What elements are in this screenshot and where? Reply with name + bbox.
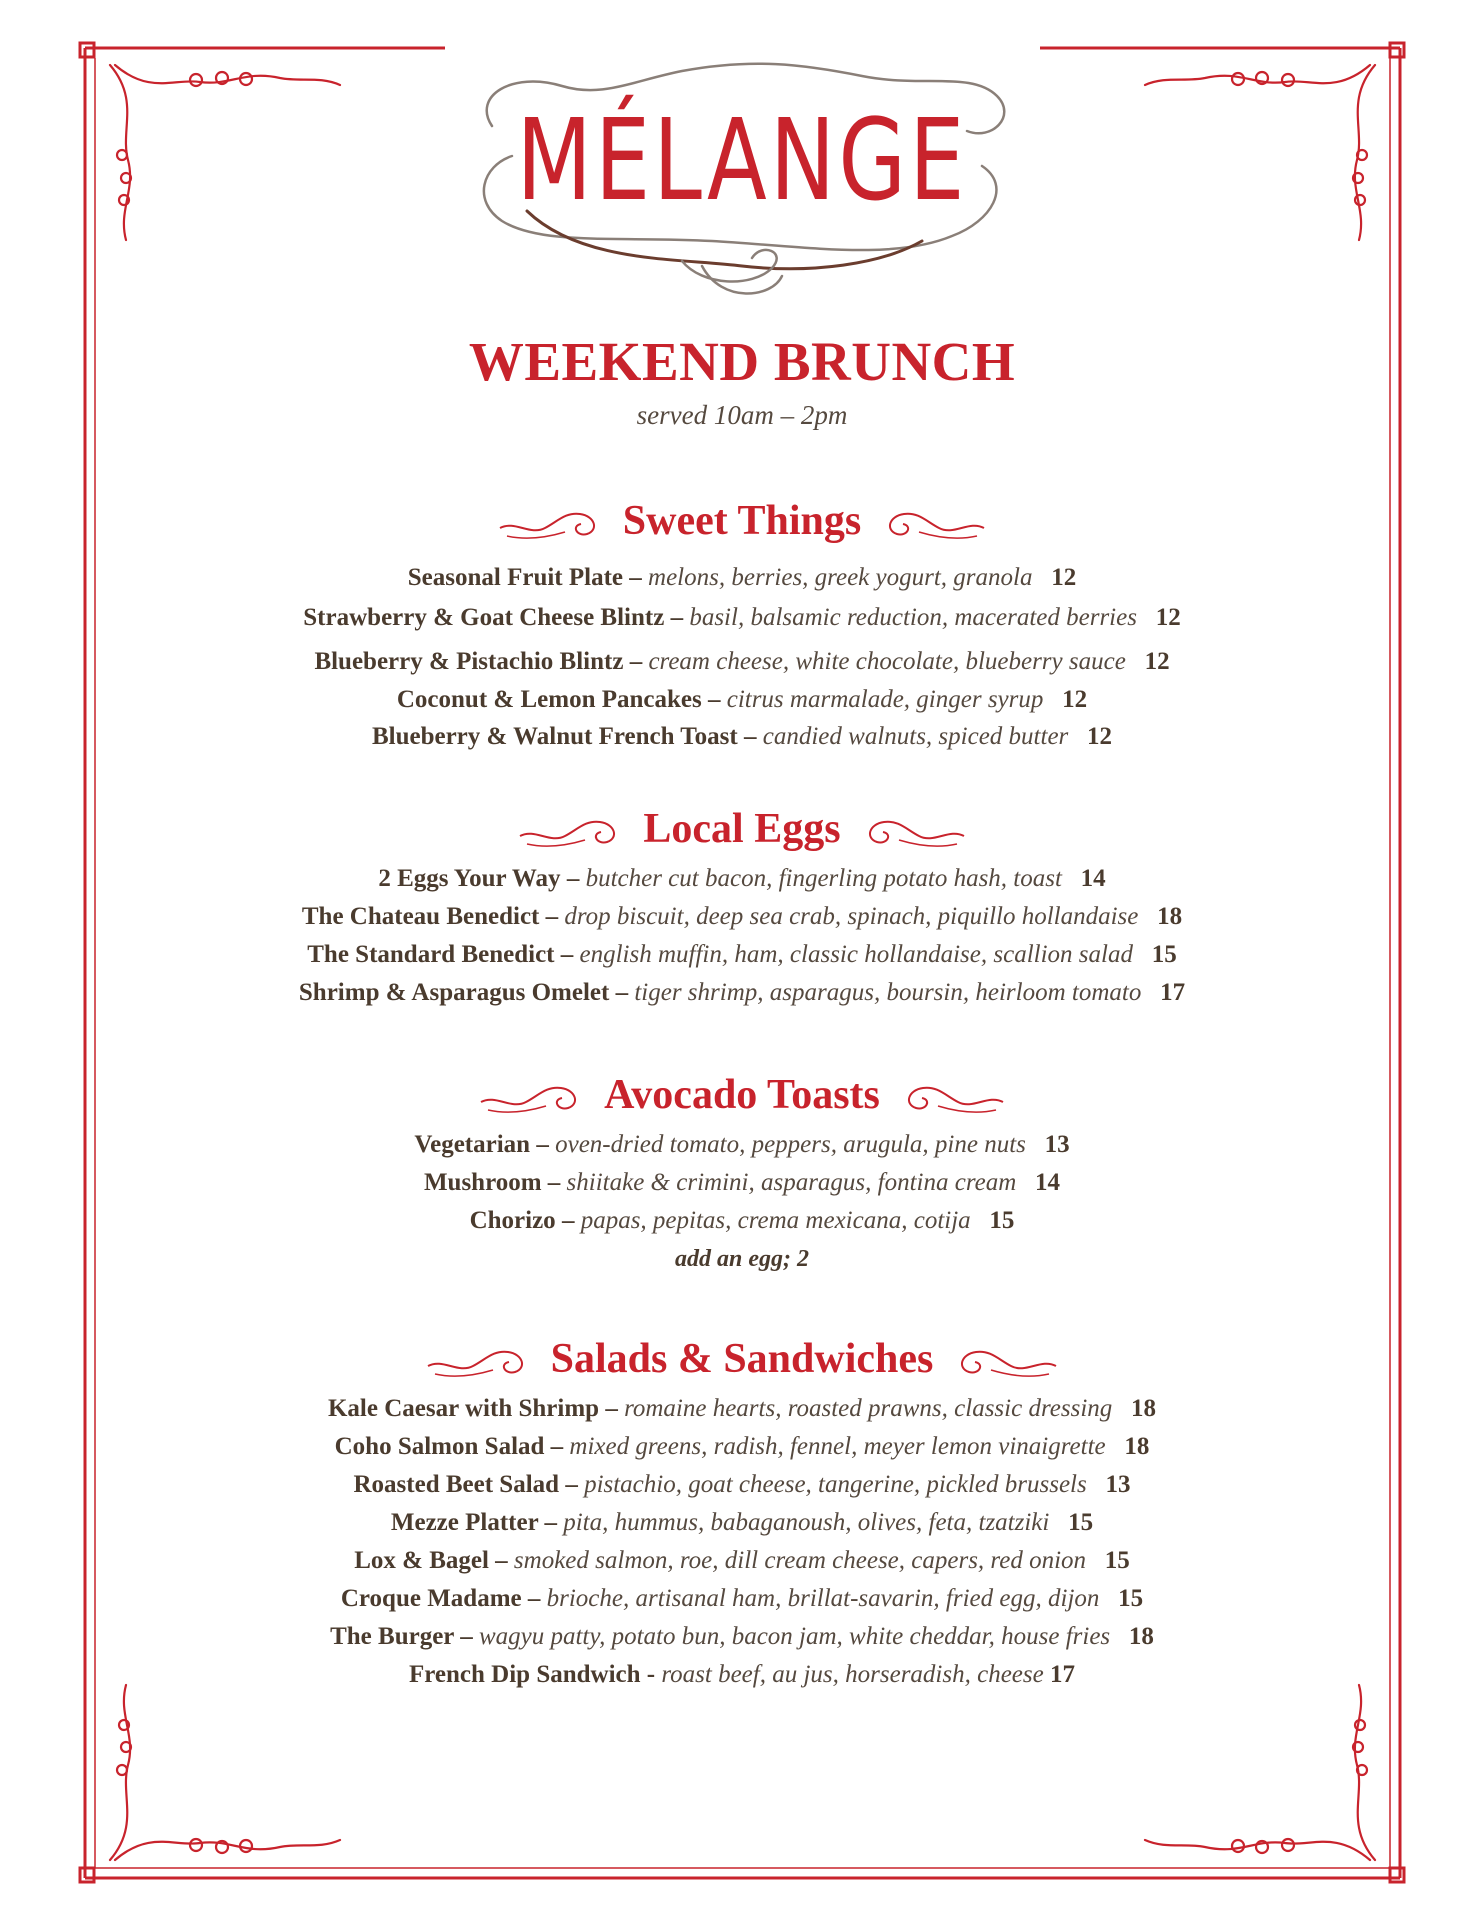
item-description: wagyu patty, potato bun, bacon jam, white cheddar, house fries [478, 1623, 1111, 1650]
menu-item [0, 1656, 1484, 1694]
item-price: 18 [1124, 1433, 1150, 1460]
item-separator: – [623, 648, 649, 675]
item-separator: – [539, 903, 565, 930]
item-name: The Chateau Benedict [301, 903, 540, 930]
menu-item [0, 642, 1484, 682]
menu-item [0, 1542, 1484, 1580]
item-separator: – [538, 1509, 564, 1536]
item-description: mixed greens, radish, fennel, meyer lemon vinaigrette [569, 1433, 1106, 1460]
item-separator: – [544, 1433, 570, 1460]
item-name: Croque Madame [340, 1585, 522, 1612]
item-price: 15 [1118, 1585, 1144, 1612]
item-price: 12 [1144, 648, 1170, 675]
section-avocado-toasts [0, 1068, 1484, 1278]
item-separator: - [640, 1661, 662, 1688]
item-name: Shrimp & Asparagus Omelet [298, 979, 610, 1006]
menu-hours: served 10am – 2pm [636, 400, 848, 430]
flourish-ornament [879, 498, 989, 544]
section-title: Local Eggs [643, 806, 841, 852]
item-price: 14 [1035, 1169, 1061, 1196]
flourish-ornament [951, 1336, 1061, 1382]
section-header [0, 1332, 1484, 1386]
item-separator: – [623, 564, 649, 591]
item-separator: – [737, 723, 763, 750]
section-header [0, 494, 1484, 548]
item-price: 13 [1044, 1131, 1070, 1158]
item-name: Vegetarian [414, 1131, 531, 1158]
menu-item [0, 682, 1484, 718]
item-name: Roasted Beet Salad [353, 1471, 560, 1498]
section-salads-sandwiches [0, 1332, 1484, 1694]
item-name: Chorizo [469, 1207, 556, 1234]
item-description: tiger shrimp, asparagus, boursin, heirloom tomato [634, 979, 1142, 1006]
item-description: shiitake & crimini, asparagus, fontina cream [566, 1169, 1017, 1196]
item-price: 12 [1155, 604, 1181, 631]
item-separator: – [599, 1395, 625, 1422]
menu-item [0, 558, 1484, 598]
item-price: 15 [1104, 1547, 1130, 1574]
item-price: 17 [1049, 1661, 1075, 1688]
item-name: The Burger [330, 1623, 454, 1650]
item-name: Coconut & Lemon Pancakes [396, 686, 702, 713]
item-separator: – [488, 1547, 514, 1574]
add-on-note: add an egg; 2 [675, 1246, 809, 1272]
item-separator: – [559, 1471, 585, 1498]
item-description: cream cheese, white chocolate, blueberry sauce [648, 648, 1126, 675]
menu-item [0, 936, 1484, 974]
section-local-eggs [0, 802, 1484, 1012]
item-separator: – [554, 941, 580, 968]
menu-item [0, 1164, 1484, 1202]
menu-item [0, 1504, 1484, 1542]
flourish-ornament [495, 498, 605, 544]
item-description: english muffin, ham, classic hollandaise, scallion salad [579, 941, 1133, 968]
item-separator: – [541, 1169, 567, 1196]
menu-item [0, 1618, 1484, 1656]
menu-item [0, 898, 1484, 936]
item-price: 14 [1080, 865, 1106, 892]
section-title: Avocado Toasts [604, 1072, 880, 1118]
menu-item [0, 974, 1484, 1012]
item-description: romaine hearts, roasted prawns, classic dressing [624, 1395, 1113, 1422]
menu-item [0, 860, 1484, 898]
section-title: Salads & Sandwiches [550, 1336, 934, 1382]
menu-item [0, 1580, 1484, 1618]
item-description: oven-dried tomato, peppers, arugula, pine nuts [555, 1131, 1026, 1158]
section-header [0, 1068, 1484, 1122]
logo-wordmark: MÉLANGE [516, 96, 968, 226]
item-description: candied walnuts, spiced butter [762, 723, 1069, 750]
menu-item [0, 1466, 1484, 1504]
flourish-ornament [859, 806, 969, 852]
item-description: brioche, artisanal ham, brillat-savarin, fried egg, dijon [546, 1585, 1100, 1612]
item-price: 15 [1068, 1509, 1094, 1536]
menu-item [0, 1126, 1484, 1164]
flourish-ornament [476, 1072, 586, 1118]
item-name: Mezze Platter [390, 1509, 539, 1536]
flourish-ornament [515, 806, 625, 852]
item-price: 15 [989, 1207, 1015, 1234]
item-price: 18 [1128, 1623, 1154, 1650]
item-separator: – [453, 1623, 479, 1650]
menu-item [0, 598, 1484, 638]
section-header [0, 802, 1484, 856]
item-price: 12 [1051, 564, 1077, 591]
item-name: 2 Eggs Your Way [378, 865, 561, 892]
item-name: Seasonal Fruit Plate [407, 564, 624, 591]
menu-item [0, 718, 1484, 756]
section-title: Sweet Things [622, 498, 862, 544]
menu-title: WEEKEND BRUNCH [468, 331, 1016, 392]
item-separator: – [701, 686, 727, 713]
menu-item [0, 1202, 1484, 1240]
item-description: drop biscuit, deep sea crab, spinach, piquillo hollandaise [564, 903, 1139, 930]
item-price: 13 [1105, 1471, 1131, 1498]
item-name: French Dip Sandwich [409, 1661, 641, 1688]
item-price: 17 [1160, 979, 1186, 1006]
item-description: pistachio, goat cheese, tangerine, pickled brussels [584, 1471, 1087, 1498]
item-name: Coho Salmon Salad [334, 1433, 545, 1460]
flourish-ornament [898, 1072, 1008, 1118]
item-description: butcher cut bacon, fingerling potato hash, toast [585, 865, 1062, 892]
item-price: 12 [1087, 723, 1113, 750]
item-separator: – [530, 1131, 556, 1158]
item-separator: – [555, 1207, 581, 1234]
item-name: Blueberry & Walnut French Toast [371, 723, 738, 750]
item-separator: – [521, 1585, 547, 1612]
item-description: papas, pepitas, crema mexicana, cotija [580, 1207, 971, 1234]
menu-item [0, 1428, 1484, 1466]
flourish-ornament [423, 1336, 533, 1382]
item-name: Blueberry & Pistachio Blintz [314, 648, 624, 675]
item-description: basil, balsamic reduction, macerated berries [689, 604, 1137, 631]
item-description: melons, berries, greek yogurt, granola [648, 564, 1033, 591]
restaurant-logo [452, 36, 1032, 306]
item-description: roast beef, au jus, horseradish, cheese [661, 1661, 1044, 1688]
item-price: 15 [1151, 941, 1177, 968]
item-price: 18 [1131, 1395, 1157, 1422]
item-name: Kale Caesar with Shrimp [327, 1395, 600, 1422]
section-sweet-things [0, 494, 1484, 756]
item-name: Mushroom [423, 1169, 542, 1196]
item-name: Strawberry & Goat Cheese Blintz [303, 604, 665, 631]
item-name: The Standard Benedict [307, 941, 555, 968]
item-separator: – [664, 604, 690, 631]
item-description: citrus marmalade, ginger syrup [726, 686, 1044, 713]
item-separator: – [609, 979, 635, 1006]
item-name: Lox & Bagel [354, 1547, 489, 1574]
menu-item [0, 1390, 1484, 1428]
item-description: pita, hummus, babaganoush, olives, feta, tzatziki [563, 1509, 1050, 1536]
item-description: smoked salmon, roe, dill cream cheese, capers, red onion [513, 1547, 1087, 1574]
item-price: 18 [1157, 903, 1183, 930]
item-separator: – [560, 865, 586, 892]
item-price: 12 [1062, 686, 1088, 713]
